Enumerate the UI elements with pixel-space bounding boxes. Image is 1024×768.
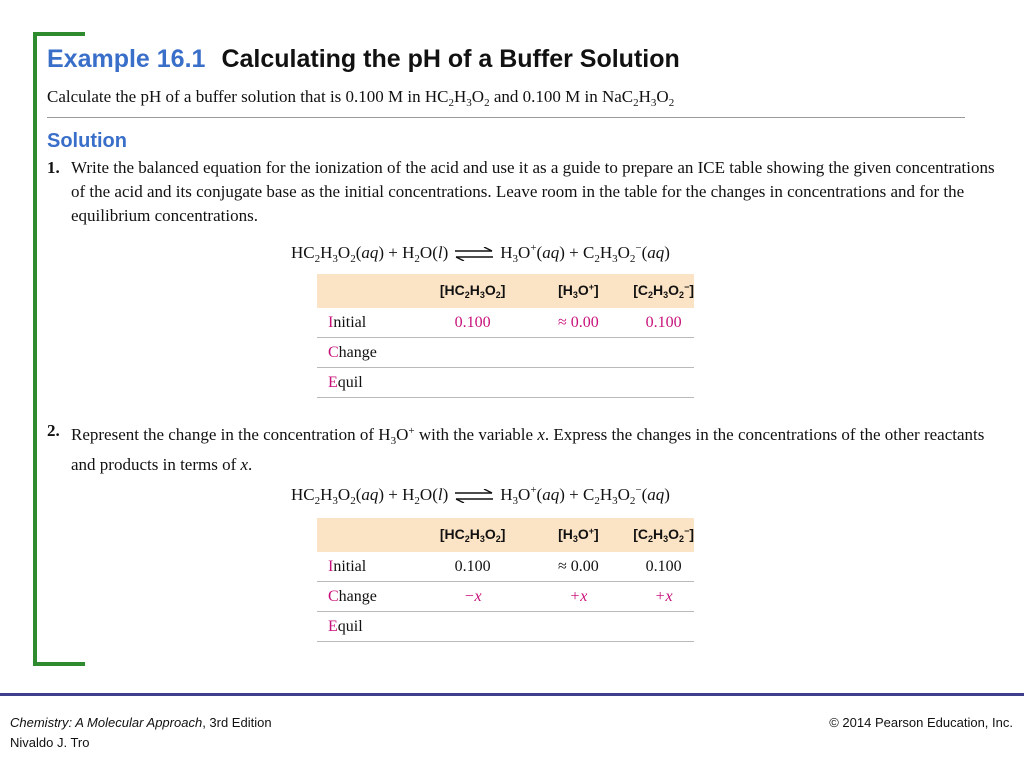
col-acid: $[HC_2H_3O_2]$ — [422, 274, 524, 308]
equation-2: $HC_2H_3O_2(aq) + H_2O(l) H_3O^+(aq) + C_2H_3O_2^-(aq)$ — [291, 484, 670, 507]
table-header-row — [317, 274, 694, 308]
left-bracket — [33, 32, 37, 666]
table-row — [317, 338, 694, 368]
table-cell — [422, 612, 524, 642]
copyright-notice: © 2014 Pearson Education, Inc. — [829, 715, 1013, 730]
solution-heading: Solution — [47, 130, 127, 152]
step-2 — [47, 419, 997, 477]
col-h3o: $[H_3O^+]$ — [524, 274, 634, 308]
table-row — [317, 368, 694, 398]
table-cell — [633, 612, 694, 642]
book-citation: Chemistry: A Molecular Approach, 3rd Edition — [10, 715, 272, 730]
equilibrium-arrow-icon — [454, 247, 494, 261]
acid-formula: $HC_2H_3O_2$ — [424, 87, 490, 109]
table-cell — [633, 338, 694, 368]
table-cell: 0.100 — [633, 308, 694, 338]
author-name: Nivaldo J. Tro — [10, 735, 90, 750]
table-cell — [422, 368, 524, 398]
example-title: Calculating the pH of a Buffer Solution — [221, 45, 680, 73]
equation-1: $HC_2H_3O_2(aq) + H_2O(l) H_3O^+(aq) + C_2H_3O_2^-(aq)$ — [291, 242, 670, 265]
page-title — [47, 45, 680, 74]
table-header-row — [317, 518, 694, 552]
table-cell: +x — [633, 582, 694, 612]
table-cell — [633, 368, 694, 398]
problem-statement: Calculate the pH of a buffer solution that is 0.100 M in $HC_2H_3O_2$ and 0.100 M in $NaC_2H_3O_2$ — [47, 87, 675, 109]
table-row — [317, 612, 694, 642]
row-label-equil: Equil — [317, 612, 422, 642]
row-label-change: Change — [317, 582, 422, 612]
table-cell: 0.100 — [422, 552, 524, 582]
step-text: Write the balanced equation for the ionization of the acid and use it as a guide to prepare an ICE table showing the given concentrations of the acid and its conjugate base as the initial concentrations. Leave room in the table for the changes in concentrations and for the equilibrium concentrations. — [71, 158, 995, 225]
col-base: $[C_2H_3O_2^-]$ — [633, 274, 694, 308]
table-row — [317, 552, 694, 582]
table-row — [317, 308, 694, 338]
footer-left — [10, 713, 272, 753]
row-label-equil: Equil — [317, 368, 422, 398]
table-cell: +x — [524, 582, 634, 612]
row-label-initial: Initial — [317, 552, 422, 582]
step-number: 2. — [47, 421, 60, 440]
row-label-change: Change — [317, 338, 422, 368]
table-cell: 0.100 — [422, 308, 524, 338]
ice-table-1 — [317, 274, 694, 398]
divider — [47, 117, 965, 118]
bracket-top — [33, 32, 85, 36]
footer-bar — [0, 693, 1024, 696]
table-cell: ≈ 0.00 — [524, 552, 634, 582]
example-number: Example 16.1 — [47, 45, 206, 73]
step-1 — [47, 156, 997, 228]
table-cell: −x — [422, 582, 524, 612]
step-text: Represent the change in the concentration of $H_3O^+$ with the variable x. Express the changes in the concentrations of the other reactants and products in terms of x. — [71, 425, 985, 474]
table-cell — [524, 612, 634, 642]
table-row — [317, 582, 694, 612]
table-cell — [524, 368, 634, 398]
col-acid: $[HC_2H_3O_2]$ — [422, 518, 524, 552]
equilibrium-arrow-icon — [454, 489, 494, 503]
col-base: $[C_2H_3O_2^-]$ — [633, 518, 694, 552]
salt-formula: $NaC_2H_3O_2$ — [601, 87, 675, 109]
step-number: 1. — [47, 158, 60, 177]
table-cell: ≈ 0.00 — [524, 308, 634, 338]
row-label-initial: Initial — [317, 308, 422, 338]
ice-table-2 — [317, 518, 694, 642]
table-cell: 0.100 — [633, 552, 694, 582]
table-cell — [422, 338, 524, 368]
bracket-bottom — [33, 662, 85, 666]
col-h3o: $[H_3O^+]$ — [524, 518, 634, 552]
table-cell — [524, 338, 634, 368]
